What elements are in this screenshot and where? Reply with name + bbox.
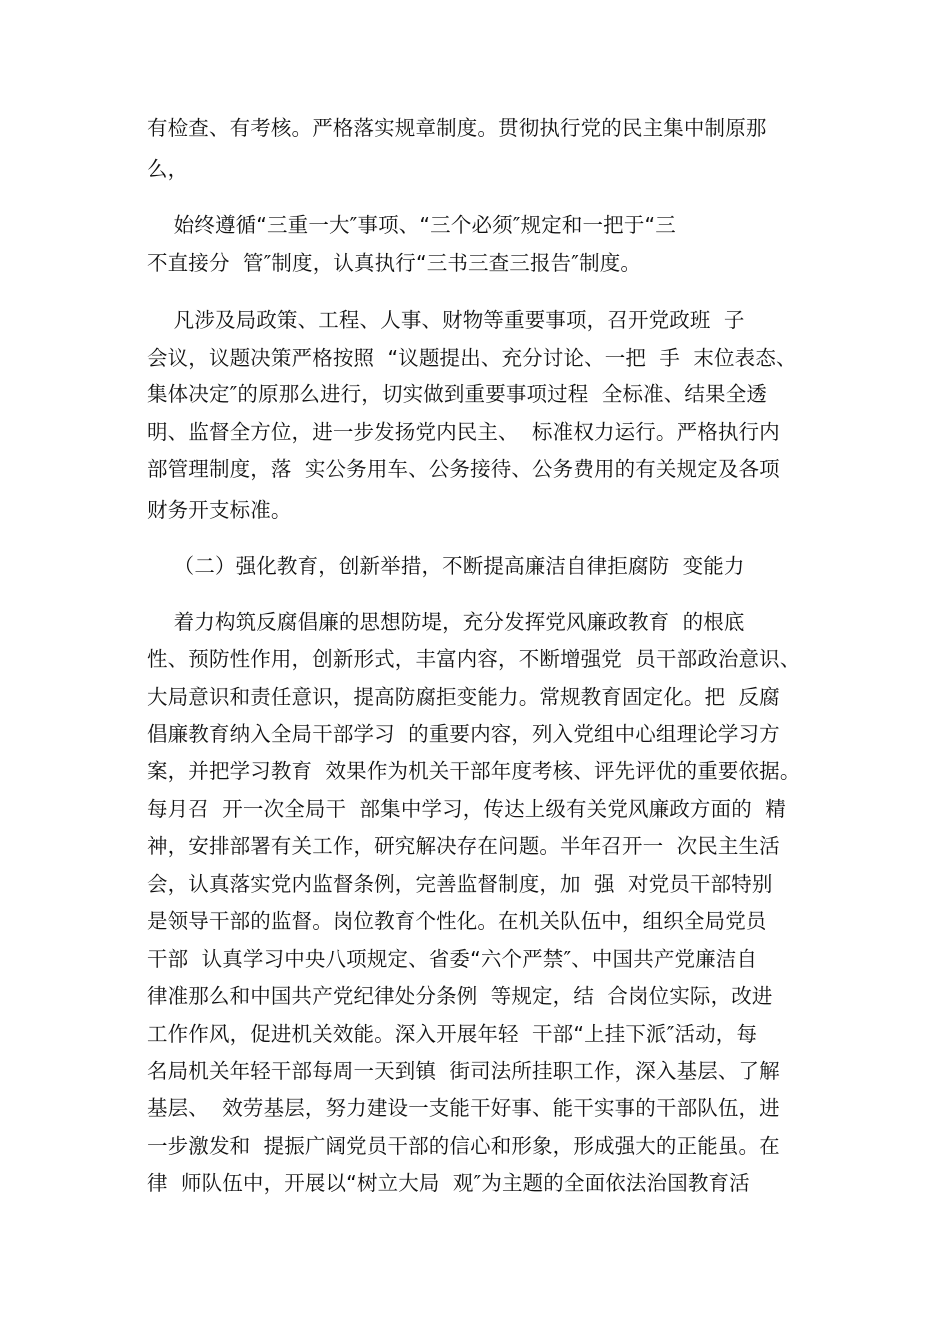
text-line: 一步激发和 提振广阔党员干部的信心和形象，形成强大的正能虽。在 — [147, 1134, 780, 1158]
text-line: 始终遵循“三重一大″事项、“三个必须″规定和一把于“三 — [147, 213, 676, 237]
text-line: 大局意识和责任意识，提高防腐拒变能力。常规教育固定化。把 反腐 — [147, 685, 780, 709]
text-line: 律准那么和中国共产党纪律处分条例 等规定，结 合岗位实际，改进 — [147, 984, 773, 1008]
text-line: 干部 认真学习中央八项规定、省委“六个严禁″、中国共产党廉洁自 — [147, 947, 758, 971]
text-line: 集体决定″的原那么进行，切实做到重要事项过程 全标准、结果全透 — [147, 382, 767, 406]
text-line: 明、监督全方位，进一步发扬党内民主、 标准权力运行。严格执行内 — [147, 420, 780, 444]
text-line: 倡廉教育纳入全局干部学习 的重要内容，列入党组中心组理论学习方 — [147, 722, 780, 746]
text-line: 神，安排部署有关工作，研究解决存在问题。半年召开一 次民主生活 — [147, 834, 780, 858]
text-line: 每月召 开一次全局干 部集中学习，传达上级有关党风廉政方面的 精 — [147, 797, 786, 821]
text-line: 性、预防性作用，创新形式，丰富内容，不断增强党 员干部政治意识、 — [147, 647, 801, 671]
text-line: 会，认真落实党内监督条例，完善监督制度，加 强 对党员干部特别 — [147, 872, 773, 896]
text-line: 案，并把学习教育 效果作为机关干部年度考核、评先评优的重要依据。 — [147, 759, 801, 783]
text-line: 着力构筑反腐倡廉的思想防堤，充分发挥党风廉政教育 的根底 — [147, 610, 745, 634]
text-line: 律 师队伍中，开展以“树立大局 观″为主题的全面依法治国教育活 — [147, 1171, 750, 1195]
text-line: 么， — [147, 157, 189, 181]
text-line: 财务开支标准。 — [147, 498, 292, 522]
section-heading: （二）强化教育，创新举措，不断提高廉洁自律拒腐防 变能力 — [147, 554, 745, 578]
text-line: 会议，议题决策严格按照 “议题提出、充分讨论、一把 手 末位表态、 — [147, 346, 797, 370]
text-line: 不直接分 管″制度，认真执行“三书三查三报告″制度。 — [147, 251, 642, 275]
text-line: 凡涉及局政策、工程、人事、财物等重要事项，召开党政班 子 — [147, 308, 745, 332]
text-line: 工作作风，促进机关效能。深入开展年轻 干部“上挂下派″活动，每 — [147, 1022, 758, 1046]
text-line: 基层、 效劳基层，努力建设一支能干好事、能干实事的干部队伍，进 — [147, 1096, 780, 1120]
text-line: 名局机关年轻干部每周一天到镇 街司法所挂职工作，深入基层、了解 — [147, 1059, 780, 1083]
text-line: 是领导干部的监督。岗位教育个性化。在机关队伍中，组织全局党员 — [147, 909, 767, 933]
text-line: 部管理制度，落 实公务用车、公务接待、公务费用的有关规定及各项 — [147, 457, 780, 481]
text-line: 有检查、有考核。严格落实规章制度。贯彻执行党的民主集中制原那 — [147, 116, 767, 140]
